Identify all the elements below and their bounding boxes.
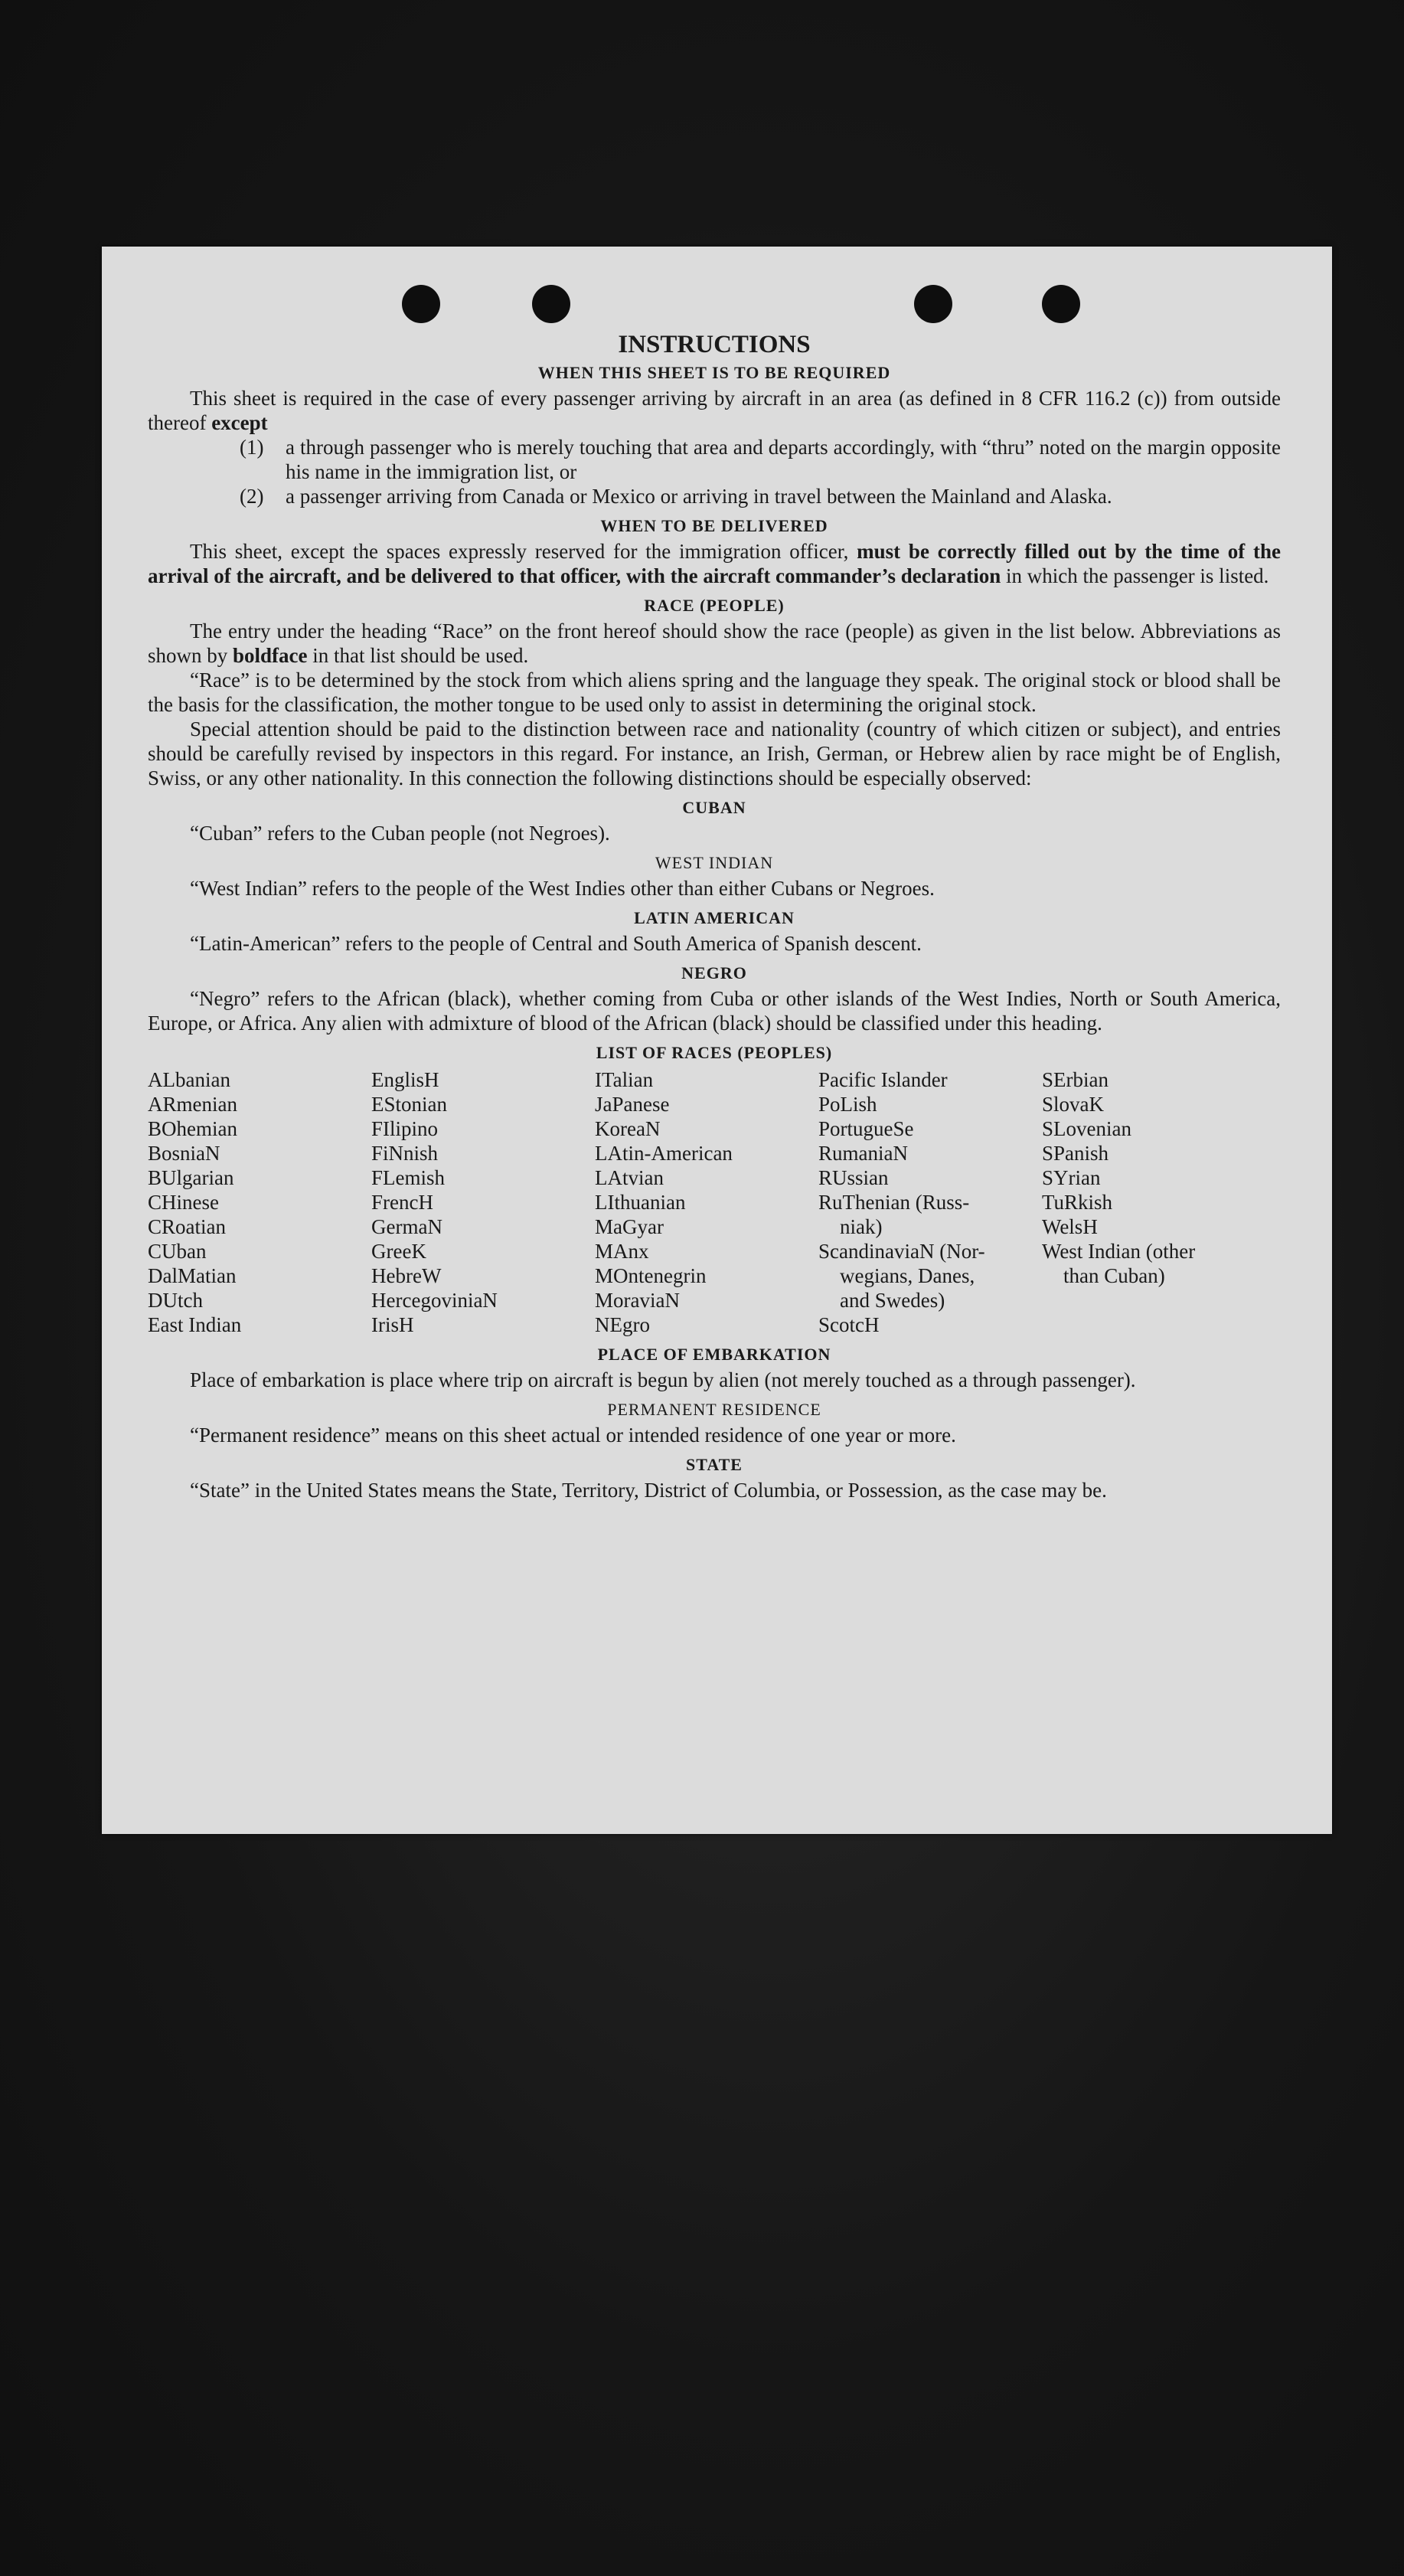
required-item-2 — [240, 484, 1281, 508]
race-item: HebreW — [371, 1264, 442, 1287]
item-text: a passenger arriving from Canada or Mexico or arriving in travel between the Mainland and Alaska. — [286, 485, 1112, 508]
race-paragraph-3: Special attention should be paid to the distinction between race and nationality (country of which citizen or subject), and entries should be carefully revised by inspectors in this regard. For instance, an Irish, German, or Hebrew alien by race might be of English, Swiss, or any other nationality. In this connection the following distinctions should be especially observed: — [148, 718, 1281, 789]
item-text: a through passenger who is merely touching that area and departs accordingly, with “thru” noted on the margin opposite his name in the immigration list, or — [286, 436, 1281, 483]
race-item: MAnx — [595, 1240, 649, 1263]
races-column-1 — [148, 1067, 371, 1337]
race-item: FrencH — [371, 1191, 433, 1214]
race-item: CRoatian — [148, 1215, 226, 1238]
races-column-2 — [371, 1067, 595, 1337]
races-column-5 — [1042, 1067, 1265, 1337]
race-item: GermaN — [371, 1215, 442, 1238]
race-item: MoraviaN — [595, 1289, 680, 1312]
race-item: DalMatian — [148, 1264, 237, 1287]
race-p1-b: in that list should be used. — [307, 644, 529, 667]
race-item: FIlipino — [371, 1117, 439, 1140]
race-item: GreeK — [371, 1240, 426, 1263]
required-intro — [148, 386, 1281, 435]
west-indian-text: “West Indian” refers to the people of the West Indies other than either Cubans or Negroes. — [190, 877, 935, 900]
race-item: SlovaK — [1042, 1093, 1104, 1116]
heading-place-of-embarkation: PLACE OF EMBARKATION — [597, 1345, 831, 1364]
heading-when-delivered: WHEN TO BE DELIVERED — [600, 516, 828, 535]
race-item: FiNnish — [371, 1142, 439, 1165]
race-item: TuRkish — [1042, 1191, 1113, 1214]
race-item: KoreaN — [595, 1117, 661, 1140]
race-item: HercegoviniaN — [371, 1289, 498, 1312]
race-item: NEgro — [595, 1313, 650, 1336]
race-item: EStonian — [371, 1093, 447, 1116]
race-item: ScotcH — [818, 1313, 880, 1336]
race-item: DUtch — [148, 1289, 203, 1312]
heading-negro: NEGRO — [681, 963, 747, 982]
races-column-3 — [595, 1067, 818, 1337]
race-item: BOhemian — [148, 1117, 237, 1140]
race-item: SPanish — [1042, 1142, 1109, 1165]
race-item: RuThenian (Russ- — [818, 1191, 970, 1214]
race-item: JaPanese — [595, 1093, 670, 1116]
punch-hole — [532, 285, 570, 323]
race-item: CHinese — [148, 1191, 219, 1214]
race-item: FLemish — [371, 1166, 446, 1189]
race-paragraph-1 — [148, 619, 1281, 668]
race-item: LIthuanian — [595, 1191, 686, 1214]
heading-latin-american: LATIN AMERICAN — [634, 908, 795, 927]
required-intro-text: This sheet is required in the case of every passenger arriving by aircraft in an area (as defined in 8 CFR 116.2 (c)) from outside thereof — [148, 387, 1281, 434]
race-item: PortugueSe — [818, 1117, 914, 1140]
state-text: “State” in the United States means the State, Territory, District of Columbia, or Possession, as the case may be. — [190, 1479, 1107, 1502]
punch-hole — [914, 285, 952, 323]
race-item: LAtin-American — [595, 1142, 733, 1165]
heading-permanent-residence: PERMANENT RESIDENCE — [607, 1400, 821, 1419]
race-item: RumaniaN — [818, 1142, 908, 1165]
race-item: RUssian — [818, 1166, 889, 1189]
race-item: SYrian — [1042, 1166, 1101, 1189]
race-item: MOntenegrin — [595, 1264, 707, 1287]
race-item: Pacific Islander — [818, 1068, 948, 1091]
race-p1-bold: boldface — [233, 644, 308, 667]
race-item: ScandinaviaN (Nor- — [818, 1240, 985, 1263]
required-intro-bold: except — [211, 411, 268, 434]
item-number: (1) — [240, 436, 264, 459]
latin-american-text: “Latin-American” refers to the people of Central and South America of Spanish descent. — [190, 932, 922, 955]
races-column-4 — [818, 1067, 1042, 1337]
punch-hole — [402, 285, 440, 323]
document-content — [148, 329, 1281, 1502]
heading-race: RACE (PEOPLE) — [644, 596, 785, 615]
race-item: than Cuban) — [1063, 1264, 1165, 1287]
heading-when-required: WHEN THIS SHEET IS TO BE REQUIRED — [537, 363, 891, 382]
race-item: LAtvian — [595, 1166, 664, 1189]
negro-text: “Negro” refers to the African (black), whether coming from Cuba or other islands of the West Indies, North or South America, Europe, or Africa. Any alien with admixture of blood of the African (black) should be classified under this heading. — [148, 987, 1281, 1035]
race-item: CUban — [148, 1240, 207, 1263]
race-paragraph-2: “Race” is to be determined by the stock from which aliens spring and the language they speak. The original stock or blood shall be the basis for the classification, the mother tongue to be used only to assist in determining the original stock. — [148, 669, 1281, 716]
embarkation-text: Place of embarkation is place where trip on aircraft is begun by alien (not merely touched as a through passenger). — [190, 1368, 1136, 1391]
race-item: and Swedes) — [840, 1289, 945, 1312]
race-item: BosniaN — [148, 1142, 220, 1165]
residence-text: “Permanent residence” means on this sheet actual or intended residence of one year or more. — [190, 1424, 956, 1447]
required-item-1 — [240, 435, 1281, 484]
race-item: SLovenian — [1042, 1117, 1131, 1140]
heading-cuban: CUBAN — [682, 798, 746, 817]
heading-list-of-races: LIST OF RACES (PEOPLES) — [596, 1043, 833, 1062]
race-item: EnglisH — [371, 1068, 439, 1091]
race-item: ARmenian — [148, 1093, 237, 1116]
delivered-text-a: This sheet, except the spaces expressly reserved for the immigration officer, — [190, 540, 857, 563]
delivered-text-b: in which the passenger is listed. — [1001, 564, 1269, 587]
race-item: ALbanian — [148, 1068, 230, 1091]
race-item: East Indian — [148, 1313, 242, 1336]
document-sheet — [102, 247, 1332, 1834]
punch-hole — [1042, 285, 1080, 323]
item-number: (2) — [240, 485, 264, 508]
race-item: IrisH — [371, 1313, 414, 1336]
heading-state: STATE — [686, 1455, 743, 1474]
document-title: INSTRUCTIONS — [618, 331, 811, 358]
race-item: wegians, Danes, — [840, 1264, 975, 1287]
cuban-text: “Cuban” refers to the Cuban people (not Negroes). — [190, 822, 610, 845]
race-item: ITalian — [595, 1068, 654, 1091]
race-item: BUlgarian — [148, 1166, 234, 1189]
race-item: MaGyar — [595, 1215, 664, 1238]
delivered-text-bold: must be correctly filled out by the time of the arrival of the aircraft, and be delivered to that officer, with the aircraft commander’s declaration — [148, 540, 1282, 587]
races-list — [148, 1067, 1281, 1337]
race-item: WelsH — [1042, 1215, 1098, 1238]
race-item: niak) — [840, 1215, 883, 1238]
race-item: PoLish — [818, 1093, 877, 1116]
race-item: SErbian — [1042, 1068, 1109, 1091]
heading-west-indian: WEST INDIAN — [655, 853, 774, 872]
race-item: West Indian (other — [1042, 1240, 1196, 1263]
race-p1-a: The entry under the heading “Race” on the front hereof should show the race (people) as given in the list below. Abbreviations as shown by — [148, 619, 1281, 667]
delivered-text — [148, 539, 1281, 588]
